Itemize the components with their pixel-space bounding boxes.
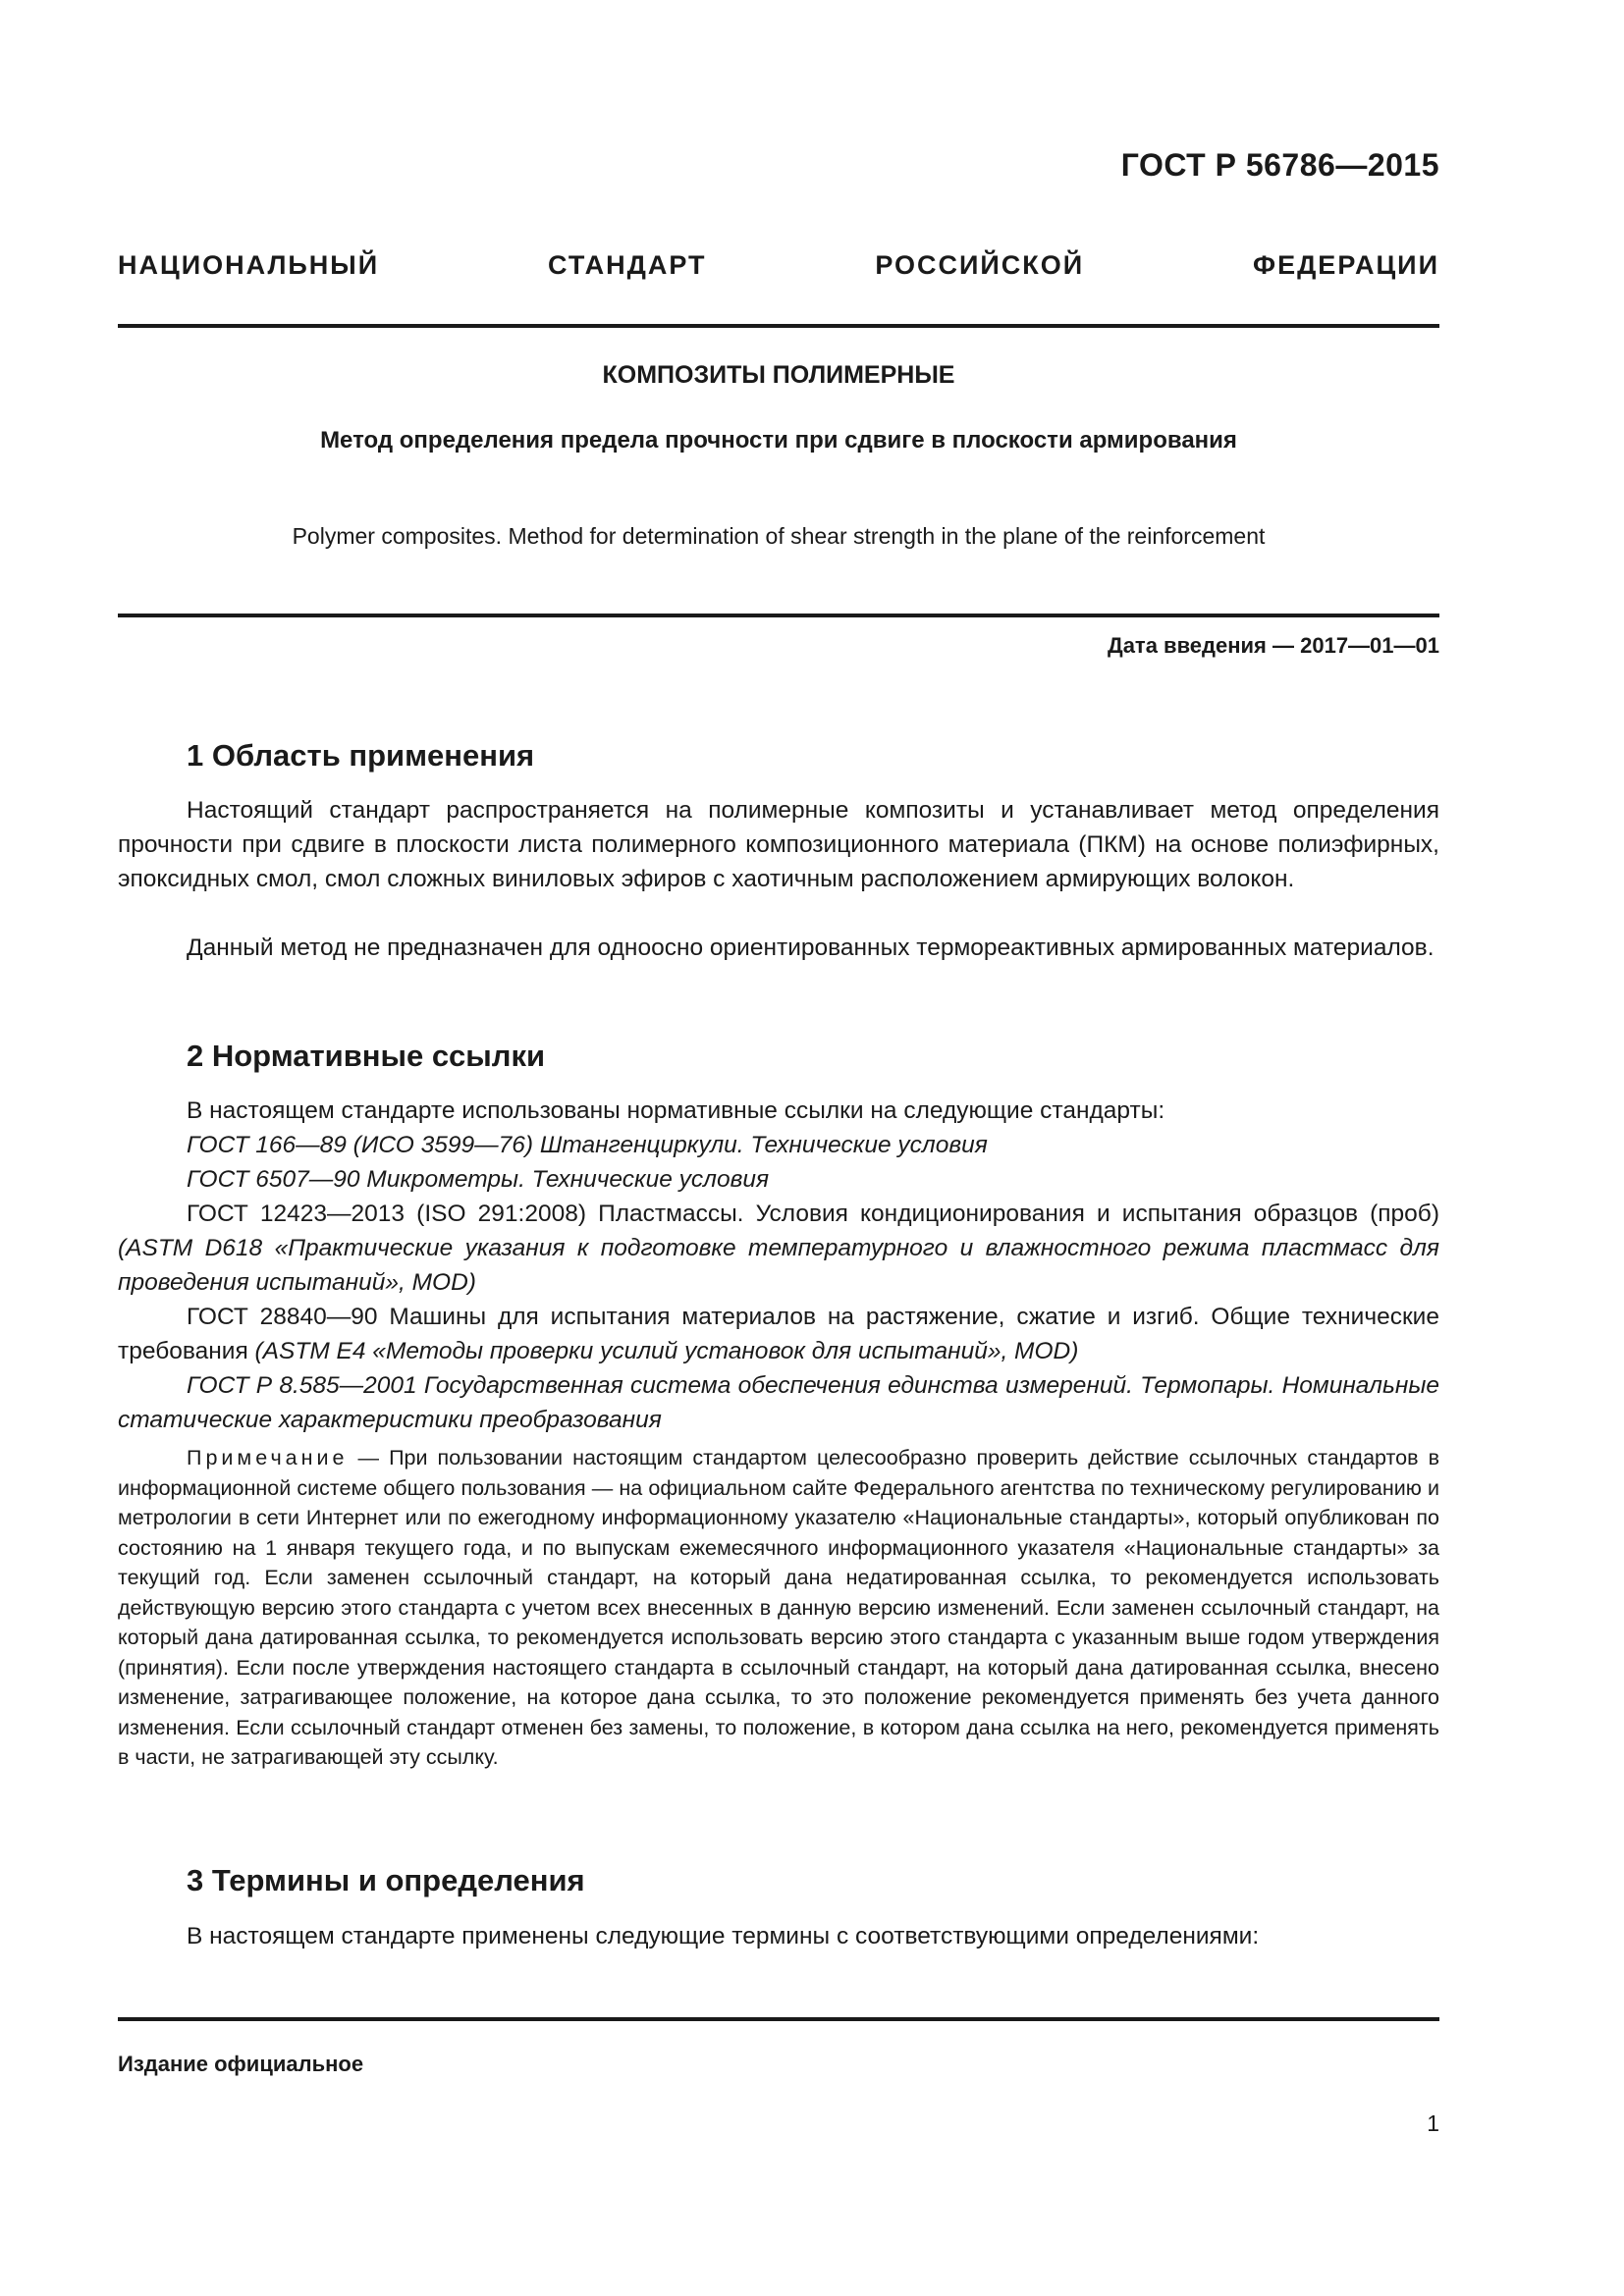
reference-item	[118, 1197, 1439, 1300]
page-number: 1	[1427, 2110, 1439, 2136]
document-page	[118, 0, 1439, 2296]
note-text: — При пользовании настоящим стандартом целесообразно проверить действие ссылочных стандартов в информационной системе общего пользования — на официальном сайте Федерального агентства по техническому регулированию и метрологии в сети Интернет или по ежегодному информационному указателю «Национальные стандарты», который опубликован по состоянию на 1 января текущего года, и по выпускам ежемесячного информационного указателя «Национальные стандарты» за текущий год. Если заменен ссылочный стандарт, на который дана недатированная ссылка, то рекомендуется использовать действующую версию этого стандарта с учетом всех внесенных в данную версию изменений. Если заменен ссылочный стандарт, на который дана датированная ссылка, то рекомендуется использовать версию этого стандарта с указанным выше годом утверждения (принятия). Если после утверждения настоящего стандарта в ссылочный стандарт, на который дана датированная ссылка, внесено изменение, затрагивающее положение, на которое дана ссылка, то это положение рекомендуется применять без учета данного изменения. Если ссылочный стандарт отменен без замены, то положение, в котором дана ссылка на него, рекомендуется применять в части, не затрагивающей эту ссылку.	[118, 1446, 1439, 1769]
terms-intro: В настоящем стандарте применены следующие термины с соответствующими определениями:	[187, 1923, 1260, 1949]
references-intro: В настоящем стандарте использованы нормативные ссылки на следующие стандарты:	[187, 1097, 1165, 1124]
official-edition-label: Издание официальное	[118, 2052, 364, 2076]
section-heading-terms: 3 Термины и определения	[187, 1863, 585, 1897]
document-number: ГОСТ Р 56786—2015	[1120, 147, 1439, 183]
title-divider	[118, 614, 1439, 617]
reference-text-italic: (ASTM D618 «Практические указания к подготовке температурного и влажностного режима пластмасс для проведения испытаний», MOD)	[118, 1235, 1439, 1296]
document-subtitle: Метод определения предела прочности при сдвиге в плоскости армирования	[320, 427, 1237, 454]
national-standard-banner: НАЦИОНАЛЬНЫЙ СТАНДАРТ РОССИЙСКОЙ ФЕДЕРАЦИИ	[118, 250, 1439, 280]
section-heading-normative-references: 2 Нормативные ссылки	[187, 1039, 546, 1073]
note-label: Примечание	[187, 1446, 349, 1469]
reference-item: ГОСТ Р 8.585—2001 Государственная система обеспечения единства измерений. Термопары. Номинальные статические характеристики преобразования	[118, 1372, 1439, 1433]
document-title: КОМПОЗИТЫ ПОЛИМЕРНЫЕ	[602, 361, 955, 389]
scope-paragraph-1: Настоящий стандарт распространяется на полимерные композиты и устанавливает метод определения прочности при сдвиге в плоскости листа полимерного композиционного материала (ПКМ) на основе полиэфирных, эпоксидных смол, смол сложных виниловых эфиров с хаотичным расположением армирующих волокон.	[118, 797, 1439, 892]
footer-divider	[118, 2017, 1439, 2021]
reference-item: ГОСТ 166—89 (ИСО 3599—76) Штангенциркули. Технические условия	[187, 1132, 988, 1158]
scope-paragraph-2: Данный метод не предназначен для одноосно ориентированных термореактивных армированных материалов.	[187, 934, 1435, 961]
reference-item: ГОСТ 6507—90 Микрометры. Технические условия	[187, 1166, 770, 1193]
section-heading-scope: 1 Область применения	[187, 738, 535, 773]
english-title: Polymer composites. Method for determination of shear strength in the plane of the reinforcement	[292, 523, 1266, 549]
reference-item	[118, 1300, 1439, 1368]
introduction-date: Дата введения — 2017—01—01	[1108, 633, 1439, 658]
reference-text: ГОСТ 28840—90 Машины для испытания материалов на растяжение, сжатие и изгиб. Общие технические требования	[118, 1304, 1439, 1364]
top-divider	[118, 324, 1439, 328]
references-note	[118, 1443, 1439, 1773]
reference-text: ГОСТ 12423—2013 (ISO 291:2008) Пластмассы. Условия кондиционирования и испытания образцов (проб)	[187, 1201, 1439, 1227]
reference-text-italic: (ASTM E4 «Методы проверки усилий установок для испытаний», MOD)	[254, 1338, 1079, 1364]
